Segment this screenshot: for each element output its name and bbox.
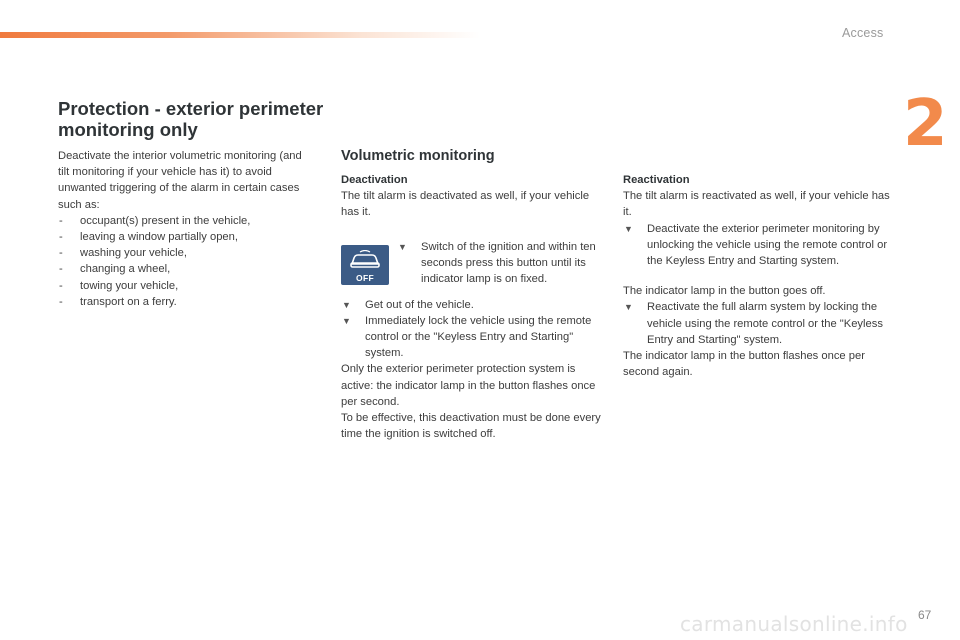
reactivation-column: [623, 172, 891, 380]
deactivation-steps: [341, 297, 606, 362]
list-item: ▼ Immediately lock the vehicle using the remote control or the "Keyless Entry and Starting" system.: [342, 314, 592, 360]
cases-list: [58, 213, 304, 310]
list-item: ▼ Get out of the vehicle.: [341, 297, 606, 313]
page-number: 67: [918, 608, 932, 622]
deactivation-note: To be effective, this deactivation must be done every time the ignition is switched off.: [341, 412, 601, 441]
deactivation-column: [341, 172, 606, 442]
list-item: - transport on a ferry.: [58, 294, 304, 310]
car-alarm-icon: [348, 250, 382, 270]
reactivation-steps: [623, 299, 891, 348]
lamp-flash-text: The indicator lamp in the button flashes once per second again.: [623, 350, 865, 379]
reactivation-steps: [623, 221, 891, 270]
icon-step-list: [397, 239, 607, 288]
watermark: carmanualsonline.info: [680, 612, 908, 636]
bullet-arrow-icon: ▼: [342, 299, 351, 310]
list-item: ▼ Switch of the ignition and within ten seconds press this button until its indicator lamp is on fixed.: [398, 240, 596, 286]
button-instruction: [341, 239, 606, 293]
reactivation-text: The tilt alarm is reactivated as well, if your vehicle has it.: [623, 190, 890, 219]
list-item: - changing a wheel,: [58, 261, 304, 277]
off-label: OFF: [356, 272, 374, 283]
bullet-arrow-icon: ▼: [624, 302, 633, 313]
section-label: Access: [842, 26, 884, 40]
bullet-arrow-icon: ▼: [624, 223, 633, 234]
reactivation-heading: Reactivation: [623, 174, 690, 186]
deactivation-note: Only the exterior perimeter protection system is active: the indicator lamp in the button flashes once per second.: [341, 363, 596, 408]
intro-column: [58, 148, 304, 310]
list-item: - towing your vehicle,: [58, 278, 304, 294]
page-title: Protection - exterior perimeter monitoring only: [58, 98, 324, 140]
header-accent-bar: [0, 32, 480, 38]
deactivation-text: The tilt alarm is deactivated as well, if your vehicle has it.: [341, 190, 590, 219]
bullet-arrow-icon: ▼: [398, 241, 407, 252]
list-item: ▼ Reactivate the full alarm system by locking the vehicle using the remote control or the "Keyless Entry and Starting" system.: [624, 301, 883, 346]
list-item: ▼ Deactivate the exterior perimeter monitoring by unlocking the vehicle using the remote control or the Keyless Entry and Starting system.: [624, 222, 888, 268]
alarm-off-button-icon: [341, 245, 389, 285]
list-item: - occupant(s) present in the vehicle,: [58, 213, 304, 229]
deactivation-heading: Deactivation: [341, 174, 408, 186]
intro-text: Deactivate the interior volumetric monitoring (and tilt monitoring if your vehicle has it) to avoid unwanted triggering of the alarm in certain cases such as:: [58, 150, 302, 211]
bullet-arrow-icon: ▼: [342, 315, 351, 326]
chapter-number: 2: [903, 87, 948, 161]
volumetric-title: Volumetric monitoring: [341, 148, 495, 164]
list-item: - leaving a window partially open,: [58, 229, 304, 245]
lamp-off-text: The indicator lamp in the button goes off.: [623, 285, 826, 298]
list-item: - washing your vehicle,: [58, 245, 304, 261]
